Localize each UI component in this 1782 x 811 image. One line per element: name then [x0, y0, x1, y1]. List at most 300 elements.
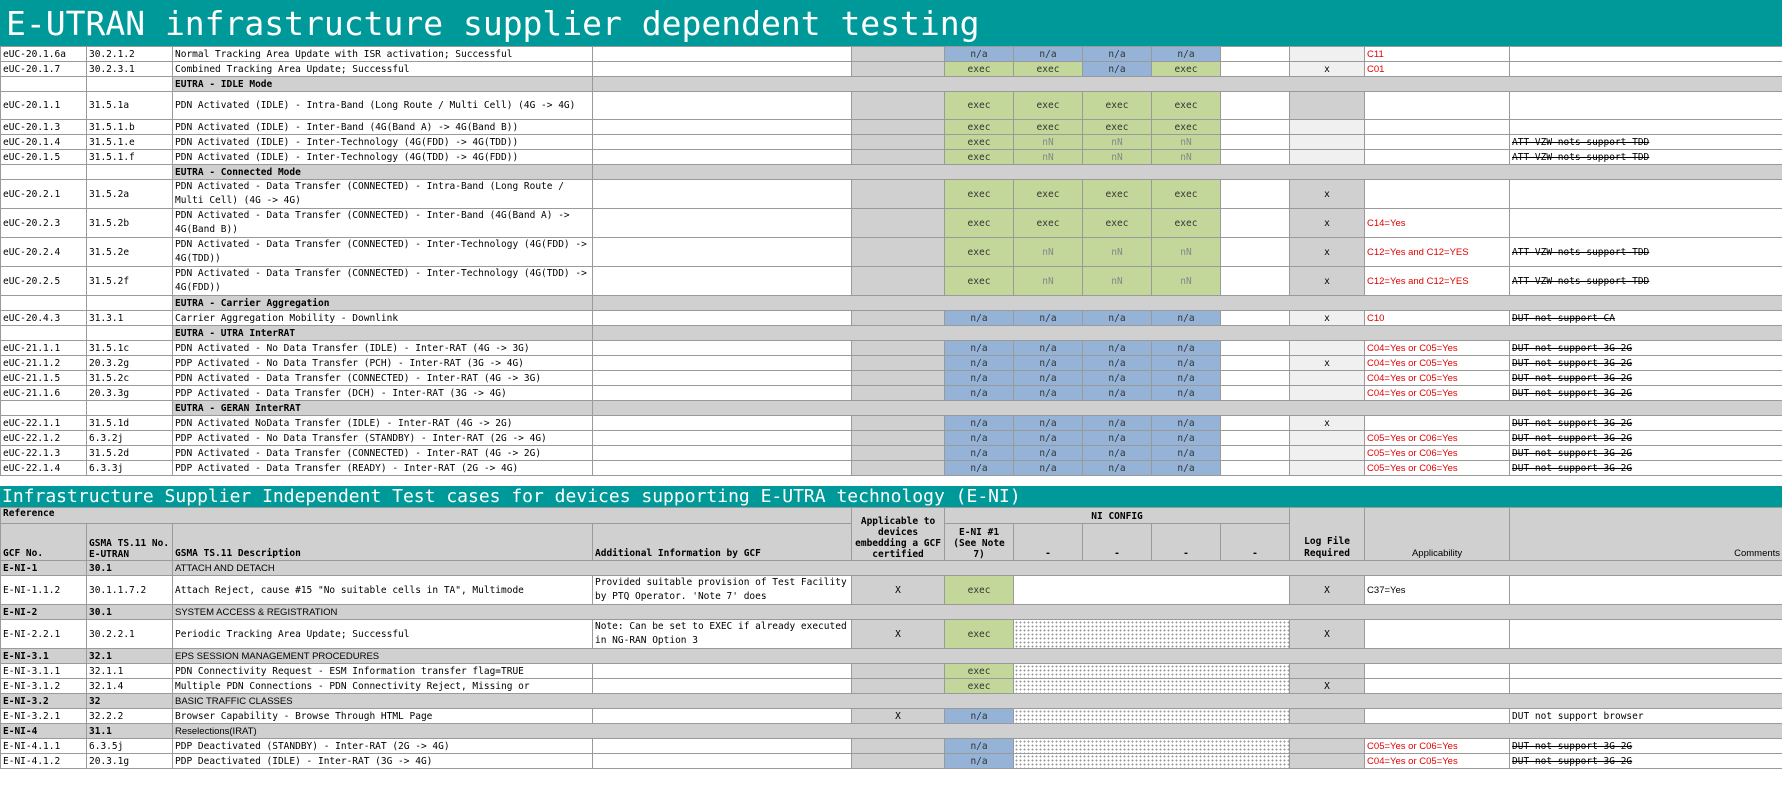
applicable-cell: [852, 739, 945, 754]
applicability-header: Applicability: [1365, 508, 1510, 561]
ni-config-empty-cell: [1014, 679, 1290, 694]
status-cell: exec: [1152, 92, 1221, 120]
section-row: [1, 77, 1782, 92]
applicable-cell: [852, 664, 945, 679]
comment-cell: DUT not support 3G 2G: [1510, 356, 1782, 371]
table-row: [1, 754, 1782, 769]
table-row: [1, 679, 1782, 694]
empty-cell: [1221, 135, 1290, 150]
description-cell: Periodic Tracking Area Update; Successful: [173, 620, 593, 649]
status-cell: n/a: [1014, 416, 1083, 431]
eni1-status-cell: n/a: [945, 739, 1014, 754]
eni1-status-cell: exec: [945, 620, 1014, 649]
description-cell: Browser Capability - Browse Through HTML Page: [173, 709, 593, 724]
description-cell: PDN Activated NoData Transfer (IDLE) - Inter-RAT (4G -> 2G): [173, 416, 593, 431]
ni-dash-header: -: [1014, 524, 1083, 561]
ts-no-cell: 31.5.2d: [87, 446, 173, 461]
section-label: SYSTEM ACCESS & REGISTRATION: [173, 605, 1782, 620]
log-required-cell: [1290, 754, 1365, 769]
section-fill: [593, 326, 1782, 341]
description-cell: Normal Tracking Area Update with ISR activation; Successful: [173, 47, 593, 62]
applicable-cell: [852, 150, 945, 165]
status-cell: nN: [1014, 150, 1083, 165]
empty-cell: [1221, 311, 1290, 326]
status-cell: n/a: [1014, 446, 1083, 461]
ts-no-cell: 32.1.4: [87, 679, 173, 694]
ni-dash-header: -: [1083, 524, 1152, 561]
comment-cell: [1510, 620, 1782, 649]
ts-no-cell: 31.5.1c: [87, 341, 173, 356]
applicable-cell: [852, 47, 945, 62]
applicability-cell: [1365, 664, 1510, 679]
additional-info-cell: [593, 120, 852, 135]
applicability-cell: C04=Yes or C05=Yes: [1365, 754, 1510, 769]
additional-info-cell: [593, 267, 852, 296]
status-cell: n/a: [1152, 356, 1221, 371]
status-cell: exec: [1014, 180, 1083, 209]
additional-info-cell: [593, 754, 852, 769]
description-cell: PDN Activated - Data Transfer (CONNECTED) - Inter-Technology (4G(FDD) -> 4G(TDD)): [173, 238, 593, 267]
description-cell: PDN Activated (IDLE) - Intra-Band (Long Route / Multi Cell) (4G -> 4G): [173, 92, 593, 120]
status-cell: n/a: [1152, 461, 1221, 476]
gcf-no-cell: E-NI-2: [1, 605, 87, 620]
gcf-no-cell[interactable]: eUC-20.1.3: [1, 120, 87, 135]
empty-cell: [1221, 209, 1290, 238]
gcf-no-cell[interactable]: eUC-20.1.1: [1, 92, 87, 120]
ts-no-cell: 31.1: [87, 724, 173, 739]
gcf-no-cell[interactable]: E-NI-4.1.2: [1, 754, 87, 769]
log-required-cell: X: [1290, 679, 1365, 694]
gcf-no-cell: E-NI-4: [1, 724, 87, 739]
comment-cell: DUT not support 3G 2G: [1510, 416, 1782, 431]
table-row: [1, 446, 1782, 461]
comment-cell: [1510, 576, 1782, 605]
gcf-no-cell[interactable]: eUC-20.2.3: [1, 209, 87, 238]
ts-no-cell: 31.5.1.f: [87, 150, 173, 165]
applicable-header: Applicable to devices embedding a GCF certified: [852, 508, 945, 561]
ts-no-cell: 30.2.1.2: [87, 47, 173, 62]
ts-no-cell: [87, 296, 173, 311]
section-fill: [593, 77, 1782, 92]
description-cell: PDN Activated (IDLE) - Inter-Band (4G(Band A) -> 4G(Band B)): [173, 120, 593, 135]
ts-no-cell: 30.1: [87, 561, 173, 576]
gcf-no-cell[interactable]: E-NI-4.1.1: [1, 739, 87, 754]
additional-info-cell: [593, 135, 852, 150]
status-cell: n/a: [1152, 47, 1221, 62]
bottom-section-title: Infrastructure Supplier Independent Test cases for devices supporting E-UTRA technology (E-NI): [0, 486, 1782, 507]
gcf-no-cell[interactable]: eUC-21.1.1: [1, 341, 87, 356]
additional-info-cell: [593, 209, 852, 238]
reference-header: Reference: [1, 508, 852, 524]
description-cell: Carrier Aggregation Mobility - Downlink: [173, 311, 593, 326]
log-required-cell: [1290, 135, 1365, 150]
comment-cell: DUT not support 3G 2G: [1510, 461, 1782, 476]
empty-cell: [1221, 341, 1290, 356]
ni-config-empty-cell: [1014, 754, 1290, 769]
section-label: EUTRA - IDLE Mode: [173, 77, 593, 92]
log-required-cell: x: [1290, 267, 1365, 296]
comment-cell: [1510, 62, 1782, 77]
gcf-no-cell[interactable]: eUC-22.1.3: [1, 446, 87, 461]
ts-no-cell: 31.5.1.e: [87, 135, 173, 150]
status-cell: nN: [1083, 267, 1152, 296]
empty-cell: [1221, 416, 1290, 431]
gcf-no-cell[interactable]: eUC-22.1.4: [1, 461, 87, 476]
status-cell: n/a: [1014, 386, 1083, 401]
status-cell: n/a: [945, 371, 1014, 386]
gcf-no-cell[interactable]: eUC-20.1.7: [1, 62, 87, 77]
status-cell: n/a: [1152, 446, 1221, 461]
status-cell: exec: [945, 238, 1014, 267]
description-cell: PDN Activated - Data Transfer (CONNECTED) - Inter-RAT (4G -> 2G): [173, 446, 593, 461]
status-cell: n/a: [945, 461, 1014, 476]
table-row: [1, 431, 1782, 446]
gcf-no-cell[interactable]: eUC-22.1.1: [1, 416, 87, 431]
applicability-cell: C11: [1365, 47, 1510, 62]
additional-info-cell: [593, 386, 852, 401]
ts-no-cell: 31.5.2f: [87, 267, 173, 296]
status-cell: n/a: [1014, 461, 1083, 476]
status-cell: n/a: [1152, 386, 1221, 401]
status-cell: exec: [1083, 92, 1152, 120]
additional-info-cell: [593, 180, 852, 209]
gcf-no-cell[interactable]: eUC-21.1.5: [1, 371, 87, 386]
applicable-cell: [852, 461, 945, 476]
ts-no-cell: 32: [87, 694, 173, 709]
table-row: [1, 180, 1782, 209]
supplier-dependent-table: [0, 46, 1782, 476]
log-required-cell: [1290, 371, 1365, 386]
status-cell: exec: [1152, 62, 1221, 77]
comment-cell: DUT not support 3G 2G: [1510, 754, 1782, 769]
gcf-no-cell: E-NI-1: [1, 561, 87, 576]
applicable-cell: [852, 754, 945, 769]
log-required-cell: [1290, 709, 1365, 724]
top-section-title: E-UTRAN infrastructure supplier dependent testing: [0, 0, 1782, 46]
gcf-no-cell[interactable]: eUC-21.1.2: [1, 356, 87, 371]
comment-cell: DUT not support 3G 2G: [1510, 341, 1782, 356]
ts-no-cell: 31.5.2a: [87, 180, 173, 209]
log-required-cell: [1290, 47, 1365, 62]
section-fill: [593, 165, 1782, 180]
applicability-cell: C04=Yes or C05=Yes: [1365, 356, 1510, 371]
gcf-no-cell[interactable]: eUC-20.1.6a: [1, 47, 87, 62]
applicability-cell: C12=Yes and C12=YES: [1365, 267, 1510, 296]
status-cell: n/a: [1014, 431, 1083, 446]
applicability-cell: C10: [1365, 311, 1510, 326]
status-cell: exec: [1083, 120, 1152, 135]
section-row: [1, 401, 1782, 416]
applicability-cell: C04=Yes or C05=Yes: [1365, 386, 1510, 401]
gcf-no-cell[interactable]: E-NI-3.1.2: [1, 679, 87, 694]
section-row: [1, 605, 1782, 620]
gcf-no-cell[interactable]: eUC-20.4.3: [1, 311, 87, 326]
table-row: [1, 461, 1782, 476]
table-row: [1, 47, 1782, 62]
gcf-no-cell[interactable]: eUC-20.2.4: [1, 238, 87, 267]
additional-info-cell: [593, 461, 852, 476]
comment-cell: DUT not support CA: [1510, 311, 1782, 326]
status-cell: exec: [945, 135, 1014, 150]
section-label: BASIC TRAFFIC CLASSES: [173, 694, 1782, 709]
status-cell: exec: [1014, 92, 1083, 120]
status-cell: n/a: [1083, 446, 1152, 461]
ni-config-empty-cell: [1014, 620, 1290, 649]
table-row: [1, 709, 1782, 724]
header-row-1: [1, 508, 1782, 524]
description-cell: PDP Deactivated (IDLE) - Inter-RAT (3G -> 4G): [173, 754, 593, 769]
status-cell: n/a: [945, 431, 1014, 446]
log-required-cell: x: [1290, 209, 1365, 238]
log-required-cell: [1290, 150, 1365, 165]
comment-cell: DUT not support 3G 2G: [1510, 386, 1782, 401]
ts-no-cell: 31.5.2e: [87, 238, 173, 267]
status-cell: n/a: [1083, 431, 1152, 446]
log-required-cell: [1290, 446, 1365, 461]
gcf-no-cell: [1, 401, 87, 416]
empty-cell: [1221, 92, 1290, 120]
ts-no-cell: 6.3.5j: [87, 739, 173, 754]
status-cell: nN: [1152, 135, 1221, 150]
gcf-no-cell: [1, 326, 87, 341]
ts-no-cell: 20.3.3g: [87, 386, 173, 401]
description-cell: PDP Activated - No Data Transfer (STANDBY) - Inter-RAT (2G -> 4G): [173, 431, 593, 446]
empty-cell: [1221, 386, 1290, 401]
description-cell: PDN Activated (IDLE) - Inter-Technology (4G(FDD) -> 4G(TDD)): [173, 135, 593, 150]
applicability-cell: C14=Yes: [1365, 209, 1510, 238]
comment-cell: DUT not support 3G 2G: [1510, 739, 1782, 754]
applicable-cell: [852, 267, 945, 296]
applicable-cell: [852, 92, 945, 120]
log-required-cell: x: [1290, 416, 1365, 431]
gcf-no-cell[interactable]: E-NI-3.1.1: [1, 664, 87, 679]
status-cell: exec: [1014, 62, 1083, 77]
ts-no-cell: [87, 326, 173, 341]
section-label: EUTRA - GERAN InterRAT: [173, 401, 593, 416]
applicable-cell: [852, 371, 945, 386]
section-label: EUTRA - UTRA InterRAT: [173, 326, 593, 341]
gcf-no-cell[interactable]: eUC-20.2.5: [1, 267, 87, 296]
description-cell: PDP Activated - Data Transfer (READY) - Inter-RAT (2G -> 4G): [173, 461, 593, 476]
additional-info-cell: [593, 311, 852, 326]
empty-cell: [1221, 47, 1290, 62]
status-cell: exec: [945, 120, 1014, 135]
ni-config-empty-cell: [1014, 576, 1290, 605]
comment-cell: [1510, 92, 1782, 120]
description-cell: Attach Reject, cause #15 "No suitable cells in TA", Multimode: [173, 576, 593, 605]
status-cell: n/a: [1083, 47, 1152, 62]
ts-no-cell: 32.1.1: [87, 664, 173, 679]
section-fill: [593, 296, 1782, 311]
additional-info-cell: [593, 238, 852, 267]
comment-cell: ATT VZW nots support TDD: [1510, 150, 1782, 165]
ts-no-cell: 20.3.1g: [87, 754, 173, 769]
comments-header: Comments: [1510, 508, 1782, 561]
applicability-cell: [1365, 120, 1510, 135]
table-row: [1, 62, 1782, 77]
description-cell: PDN Activated - Data Transfer (CONNECTED) - Intra-Band (Long Route / Multi Cell) (4G -> 4G): [173, 180, 593, 209]
ts-no-cell: 32.1: [87, 649, 173, 664]
applicable-cell: [852, 431, 945, 446]
status-cell: nN: [1152, 267, 1221, 296]
applicability-cell: C12=Yes and C12=YES: [1365, 238, 1510, 267]
comment-cell: [1510, 664, 1782, 679]
ts-no-cell: 31.5.2b: [87, 209, 173, 238]
description-cell: PDP Activated - Data Transfer (DCH) - Inter-RAT (3G -> 4G): [173, 386, 593, 401]
section-label: EUTRA - Connected Mode: [173, 165, 593, 180]
comment-cell: DUT not support 3G 2G: [1510, 431, 1782, 446]
log-required-cell: [1290, 664, 1365, 679]
additional-info-cell: [593, 47, 852, 62]
log-required-cell: X: [1290, 620, 1365, 649]
gcf-no-cell[interactable]: eUC-20.1.5: [1, 150, 87, 165]
empty-cell: [1221, 150, 1290, 165]
status-cell: nN: [1014, 267, 1083, 296]
section-label: Reselections(IRAT): [173, 724, 1782, 739]
status-cell: exec: [1152, 209, 1221, 238]
gcf-no-cell[interactable]: eUC-20.2.1: [1, 180, 87, 209]
section-label: EPS SESSION MANAGEMENT PROCEDURES: [173, 649, 1782, 664]
empty-cell: [1221, 461, 1290, 476]
status-cell: exec: [945, 209, 1014, 238]
comment-cell: [1510, 120, 1782, 135]
status-cell: exec: [1152, 120, 1221, 135]
additional-info-cell: [593, 679, 852, 694]
description-cell: Multiple PDN Connections - PDN Connectivity Reject, Missing or: [173, 679, 593, 694]
log-required-cell: x: [1290, 356, 1365, 371]
gcf-no-cell[interactable]: E-NI-3.2.1: [1, 709, 87, 724]
log-required-cell: [1290, 120, 1365, 135]
additional-info-cell: [593, 664, 852, 679]
eni1-status-cell: exec: [945, 576, 1014, 605]
ni-config-empty-cell: [1014, 664, 1290, 679]
applicable-cell: [852, 238, 945, 267]
status-cell: n/a: [1152, 371, 1221, 386]
section-label: ATTACH AND DETACH: [173, 561, 1782, 576]
applicability-cell: [1365, 150, 1510, 165]
table-row: [1, 356, 1782, 371]
applicable-cell: [852, 386, 945, 401]
gsma-no-header: GSMA TS.11 No. E-UTRAN: [87, 524, 173, 561]
section-row: [1, 296, 1782, 311]
applicable-cell: [852, 356, 945, 371]
gcf-no-cell[interactable]: E-NI-1.1.2: [1, 576, 87, 605]
status-cell: nN: [1152, 150, 1221, 165]
comment-cell: DUT not support 3G 2G: [1510, 446, 1782, 461]
applicability-cell: C04=Yes or C05=Yes: [1365, 341, 1510, 356]
additional-info-header: Additional Information by GCF: [593, 524, 852, 561]
applicable-cell: [852, 180, 945, 209]
status-cell: n/a: [1014, 371, 1083, 386]
log-file-header: Log File Required: [1290, 508, 1365, 561]
section-row: [1, 561, 1782, 576]
empty-cell: [1221, 356, 1290, 371]
status-cell: exec: [945, 150, 1014, 165]
status-cell: n/a: [945, 356, 1014, 371]
status-cell: n/a: [1152, 341, 1221, 356]
table-row: [1, 620, 1782, 649]
applicability-cell: [1365, 620, 1510, 649]
additional-info-cell: [593, 341, 852, 356]
gcf-no-header: GCF No.: [1, 524, 87, 561]
comment-cell: DUT not support browser: [1510, 709, 1782, 724]
status-cell: n/a: [1083, 416, 1152, 431]
gcf-no-cell[interactable]: eUC-20.1.4: [1, 135, 87, 150]
table-row: [1, 120, 1782, 135]
gcf-no-cell: E-NI-3.2: [1, 694, 87, 709]
gcf-no-cell[interactable]: E-NI-2.2.1: [1, 620, 87, 649]
empty-cell: [1221, 446, 1290, 461]
description-cell: PDN Activated - No Data Transfer (IDLE) - Inter-RAT (4G -> 3G): [173, 341, 593, 356]
applicability-cell: [1365, 92, 1510, 120]
eni1-status-cell: n/a: [945, 754, 1014, 769]
description-cell: PDN Activated (IDLE) - Inter-Technology (4G(TDD) -> 4G(FDD)): [173, 150, 593, 165]
applicability-cell: C04=Yes or C05=Yes: [1365, 371, 1510, 386]
section-row: [1, 326, 1782, 341]
gcf-no-cell[interactable]: eUC-22.1.2: [1, 431, 87, 446]
section-row: [1, 165, 1782, 180]
table-row: [1, 739, 1782, 754]
description-cell: PDN Connectivity Request - ESM Information transfer flag=TRUE: [173, 664, 593, 679]
ts-no-cell: 31.5.1.b: [87, 120, 173, 135]
gcf-no-cell: [1, 165, 87, 180]
status-cell: nN: [1083, 135, 1152, 150]
gcf-no-cell[interactable]: eUC-21.1.6: [1, 386, 87, 401]
status-cell: nN: [1014, 135, 1083, 150]
additional-info-cell: Provided suitable provision of Test Facility by PTQ Operator. 'Note 7' does: [593, 576, 852, 605]
log-required-cell: x: [1290, 311, 1365, 326]
ts-no-cell: [87, 401, 173, 416]
section-row: [1, 694, 1782, 709]
log-required-cell: X: [1290, 576, 1365, 605]
status-cell: n/a: [1014, 341, 1083, 356]
comment-cell: ATT VZW nots support TDD: [1510, 267, 1782, 296]
gcf-no-cell: [1, 296, 87, 311]
applicable-cell: [852, 209, 945, 238]
ts-no-cell: 30.1.1.7.2: [87, 576, 173, 605]
status-cell: exec: [1152, 180, 1221, 209]
empty-cell: [1221, 371, 1290, 386]
applicable-cell: [852, 416, 945, 431]
status-cell: nN: [1014, 238, 1083, 267]
table-row: [1, 238, 1782, 267]
additional-info-cell: [593, 416, 852, 431]
table-row: [1, 267, 1782, 296]
ts-no-cell: 6.3.3j: [87, 461, 173, 476]
status-cell: n/a: [1014, 311, 1083, 326]
ts-no-cell: 32.2.2: [87, 709, 173, 724]
applicable-cell: [852, 341, 945, 356]
additional-info-cell: [593, 709, 852, 724]
section-row: [1, 649, 1782, 664]
ts-no-cell: 31.5.1a: [87, 92, 173, 120]
status-cell: n/a: [1083, 341, 1152, 356]
status-cell: n/a: [945, 47, 1014, 62]
table-row: [1, 386, 1782, 401]
applicability-cell: [1365, 709, 1510, 724]
status-cell: n/a: [1083, 311, 1152, 326]
status-cell: n/a: [945, 386, 1014, 401]
log-required-cell: [1290, 92, 1365, 120]
gsma-description-header: GSMA TS.11 Description: [173, 524, 593, 561]
comment-cell: ATT VZW nots support TDD: [1510, 135, 1782, 150]
status-cell: n/a: [1083, 356, 1152, 371]
applicable-cell: [852, 311, 945, 326]
ni-dash-header: -: [1152, 524, 1221, 561]
additional-info-cell: [593, 356, 852, 371]
ts-no-cell: 6.3.2j: [87, 431, 173, 446]
log-required-cell: [1290, 431, 1365, 446]
